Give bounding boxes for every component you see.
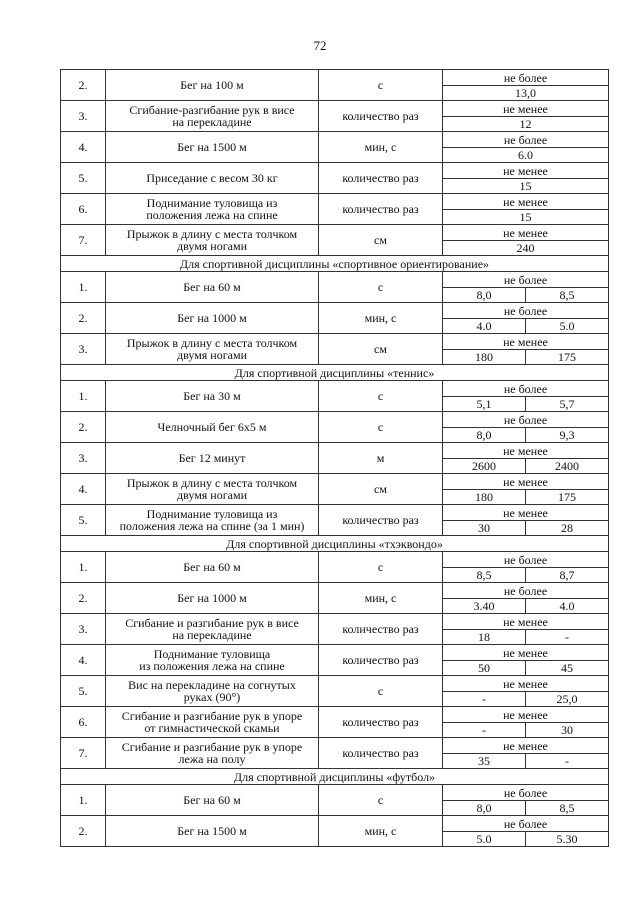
value-cell: 240 — [443, 241, 609, 256]
table-row — [61, 474, 609, 490]
exercise-name — [106, 272, 319, 303]
exercise-name-line: Поднимание туловища из — [146, 196, 278, 210]
table-row — [61, 381, 609, 397]
exercise-name-line: Прыжок в длину с места толчком — [126, 227, 298, 241]
table-row — [61, 443, 609, 459]
row-number: 5. — [61, 505, 106, 536]
exercise-name-line: из положения лежа на спине — [139, 659, 285, 673]
row-number: 2. — [61, 412, 106, 443]
row-number: 1. — [61, 552, 106, 583]
exercise-name-line: Прыжок в длину с места толчком — [126, 336, 298, 350]
unit-cell: количество раз — [319, 707, 443, 738]
exercise-name — [106, 381, 319, 412]
value-cell-2: 30 — [526, 723, 609, 738]
exercise-name-line: двумя ногами — [176, 488, 247, 502]
condition-cell: не менее — [443, 645, 609, 661]
unit-cell: см — [319, 225, 443, 256]
exercise-name — [106, 443, 319, 474]
value-cell-2: 8,5 — [526, 288, 609, 303]
exercise-name-line: Бег на 60 м — [183, 560, 241, 574]
value-cell-2: 175 — [526, 350, 609, 365]
exercise-name-line: двумя ногами — [176, 239, 247, 253]
row-number: 1. — [61, 381, 106, 412]
table-row — [61, 272, 609, 288]
exercise-name-line: Сгибание и разгибание рук в висе — [125, 616, 299, 630]
value-cell-1: - — [443, 692, 526, 707]
condition-cell: не менее — [443, 334, 609, 350]
exercise-name-line: положения лежа на спине (за 1 мин) — [119, 519, 305, 533]
exercise-name-line: Вис на перекладине на согнутых — [128, 678, 296, 692]
value-cell-1: 2600 — [443, 459, 526, 474]
value-cell-1: 180 — [443, 490, 526, 505]
value-cell-2: - — [526, 630, 609, 645]
condition-cell: не менее — [443, 474, 609, 490]
table-row — [61, 505, 609, 521]
exercise-name-line: Челночный бег 6x5 м — [157, 420, 267, 434]
condition-cell: не более — [443, 785, 609, 801]
exercise-name-line: Бег на 30 м — [183, 389, 241, 403]
row-number: 1. — [61, 272, 106, 303]
condition-cell: не более — [443, 132, 609, 148]
condition-cell: не менее — [443, 225, 609, 241]
value-cell-1: 30 — [443, 521, 526, 536]
standards-grid — [60, 69, 609, 847]
value-cell-2: 8,5 — [526, 801, 609, 816]
value-cell-2: 25,0 — [526, 692, 609, 707]
exercise-name-line: Прыжок в длину с места толчком — [126, 476, 298, 490]
value-cell-1: 50 — [443, 661, 526, 676]
exercise-name-line: Бег на 60 м — [183, 280, 241, 294]
exercise-name — [106, 785, 319, 816]
exercise-name-line: руках (90°) — [183, 690, 241, 704]
condition-cell: не менее — [443, 738, 609, 754]
row-number: 3. — [61, 101, 106, 132]
condition-cell: не менее — [443, 676, 609, 692]
exercise-name — [106, 614, 319, 645]
unit-cell: количество раз — [319, 101, 443, 132]
row-number: 4. — [61, 645, 106, 676]
row-number: 4. — [61, 474, 106, 505]
exercise-name-line: Сгибание-разгибание рук в висе — [129, 103, 295, 117]
unit-cell: мин, с — [319, 303, 443, 334]
table-row — [61, 614, 609, 630]
unit-cell: с — [319, 272, 443, 303]
value-cell-1: 3.40 — [443, 599, 526, 614]
unit-cell: количество раз — [319, 163, 443, 194]
exercise-name-line: Бег 12 минут — [178, 451, 246, 465]
exercise-name-line: Бег на 1500 м — [177, 824, 247, 838]
condition-cell: не более — [443, 816, 609, 832]
table-row — [61, 645, 609, 661]
unit-cell: с — [319, 412, 443, 443]
table-row — [61, 194, 609, 210]
condition-cell: не более — [443, 303, 609, 319]
value-cell-1: 4.0 — [443, 319, 526, 334]
value-cell-1: 5.0 — [443, 832, 526, 847]
condition-cell: не более — [443, 272, 609, 288]
value-cell-1: 8,0 — [443, 801, 526, 816]
condition-cell: не более — [443, 583, 609, 599]
value-cell-1: 8,5 — [443, 568, 526, 583]
exercise-name-line: на перекладине — [172, 628, 252, 642]
unit-cell: количество раз — [319, 614, 443, 645]
unit-cell: см — [319, 474, 443, 505]
exercise-name — [106, 412, 319, 443]
exercise-name — [106, 334, 319, 365]
row-number: 1. — [61, 785, 106, 816]
value-cell: 13,0 — [443, 86, 609, 101]
row-number: 6. — [61, 194, 106, 225]
value-cell-2: 175 — [526, 490, 609, 505]
table-row — [61, 583, 609, 599]
table-row — [61, 303, 609, 319]
exercise-name-line: Приседание с весом 30 кг — [146, 171, 278, 185]
table-row — [61, 816, 609, 832]
condition-cell: не более — [443, 70, 609, 86]
row-number: 2. — [61, 816, 106, 847]
row-number: 2. — [61, 70, 106, 101]
exercise-name-line: положения лежа на спине — [146, 208, 278, 222]
table-row — [61, 552, 609, 568]
value-cell-2: 4.0 — [526, 599, 609, 614]
table-row — [61, 132, 609, 148]
value-cell-2: 2400 — [526, 459, 609, 474]
table-row — [61, 785, 609, 801]
exercise-name — [106, 303, 319, 334]
exercise-name — [106, 474, 319, 505]
value-cell-1: 8,0 — [443, 428, 526, 443]
condition-cell: не менее — [443, 194, 609, 210]
standards-table — [60, 69, 609, 847]
exercise-name-line: Бег на 1000 м — [177, 591, 247, 605]
exercise-name — [106, 70, 319, 101]
table-row — [61, 738, 609, 754]
row-number: 5. — [61, 163, 106, 194]
exercise-name-line: Поднимание туловища из — [146, 507, 278, 521]
section-heading: Для спортивной дисциплины «теннис» — [61, 365, 609, 381]
exercise-name-line: на перекладине — [172, 115, 252, 129]
row-number: 3. — [61, 443, 106, 474]
unit-cell: количество раз — [319, 505, 443, 536]
row-number: 2. — [61, 303, 106, 334]
table-row — [61, 676, 609, 692]
row-number: 3. — [61, 334, 106, 365]
value-cell-2: 5.0 — [526, 319, 609, 334]
table-row — [61, 225, 609, 241]
exercise-name-line: от гимнастической скамьи — [144, 721, 280, 735]
row-number: 7. — [61, 225, 106, 256]
exercise-name — [106, 505, 319, 536]
row-number: 6. — [61, 707, 106, 738]
unit-cell: мин, с — [319, 583, 443, 614]
exercise-name-line: Сгибание и разгибание рук в упоре — [121, 740, 303, 754]
value-cell: 12 — [443, 117, 609, 132]
exercise-name-line: Поднимание туловища — [153, 647, 271, 661]
row-number: 3. — [61, 614, 106, 645]
unit-cell: количество раз — [319, 645, 443, 676]
exercise-name — [106, 101, 319, 132]
condition-cell: не менее — [443, 614, 609, 630]
value-cell-2: 45 — [526, 661, 609, 676]
exercise-name — [106, 132, 319, 163]
unit-cell: количество раз — [319, 738, 443, 769]
value-cell-1: 8,0 — [443, 288, 526, 303]
value-cell-2: 5.30 — [526, 832, 609, 847]
value-cell: 6.0 — [443, 148, 609, 163]
exercise-name — [106, 194, 319, 225]
condition-cell: не более — [443, 552, 609, 568]
value-cell-2: 9,3 — [526, 428, 609, 443]
exercise-name-line: лежа на полу — [178, 752, 246, 766]
value-cell: 15 — [443, 179, 609, 194]
unit-cell: мин, с — [319, 132, 443, 163]
condition-cell: не более — [443, 412, 609, 428]
exercise-name — [106, 552, 319, 583]
unit-cell: с — [319, 785, 443, 816]
condition-cell: не менее — [443, 505, 609, 521]
unit-cell: с — [319, 70, 443, 101]
exercise-name — [106, 816, 319, 847]
section-heading: Для спортивной дисциплины «тхэквондо» — [61, 536, 609, 552]
value-cell-2: 28 — [526, 521, 609, 536]
unit-cell: м — [319, 443, 443, 474]
row-number: 7. — [61, 738, 106, 769]
value-cell-1: 5,1 — [443, 397, 526, 412]
section-heading: Для спортивной дисциплины «спортивное ориентирование» — [61, 256, 609, 272]
unit-cell: количество раз — [319, 194, 443, 225]
table-row — [61, 163, 609, 179]
value-cell-2: - — [526, 754, 609, 769]
section-row — [61, 365, 609, 381]
section-heading: Для спортивной дисциплины «футбол» — [61, 769, 609, 785]
section-row — [61, 256, 609, 272]
table-row — [61, 707, 609, 723]
value-cell-1: 180 — [443, 350, 526, 365]
value-cell: 15 — [443, 210, 609, 225]
exercise-name-line: двумя ногами — [176, 348, 247, 362]
exercise-name — [106, 676, 319, 707]
section-row — [61, 536, 609, 552]
exercise-name — [106, 163, 319, 194]
row-number: 2. — [61, 583, 106, 614]
value-cell-1: - — [443, 723, 526, 738]
row-number: 4. — [61, 132, 106, 163]
exercise-name — [106, 583, 319, 614]
condition-cell: не более — [443, 381, 609, 397]
unit-cell: см — [319, 334, 443, 365]
value-cell-2: 5,7 — [526, 397, 609, 412]
condition-cell: не менее — [443, 163, 609, 179]
page-number: 72 — [313, 38, 327, 53]
condition-cell: не менее — [443, 443, 609, 459]
table-row — [61, 70, 609, 86]
condition-cell: не менее — [443, 101, 609, 117]
table-row — [61, 101, 609, 117]
section-row — [61, 769, 609, 785]
exercise-name-line: Сгибание и разгибание рук в упоре — [121, 709, 303, 723]
condition-cell: не менее — [443, 707, 609, 723]
exercise-name — [106, 738, 319, 769]
exercise-name-line: Бег на 1500 м — [177, 140, 247, 154]
exercise-name — [106, 225, 319, 256]
table-row — [61, 334, 609, 350]
table-row — [61, 412, 609, 428]
unit-cell: с — [319, 381, 443, 412]
exercise-name-line: Бег на 1000 м — [177, 311, 247, 325]
exercise-name-line: Бег на 100 м — [180, 78, 244, 92]
unit-cell: с — [319, 676, 443, 707]
exercise-name-line: Бег на 60 м — [183, 793, 241, 807]
exercise-name — [106, 645, 319, 676]
value-cell-1: 35 — [443, 754, 526, 769]
unit-cell: с — [319, 552, 443, 583]
exercise-name — [106, 707, 319, 738]
value-cell-1: 18 — [443, 630, 526, 645]
value-cell-2: 8,7 — [526, 568, 609, 583]
unit-cell: мин, с — [319, 816, 443, 847]
row-number: 5. — [61, 676, 106, 707]
